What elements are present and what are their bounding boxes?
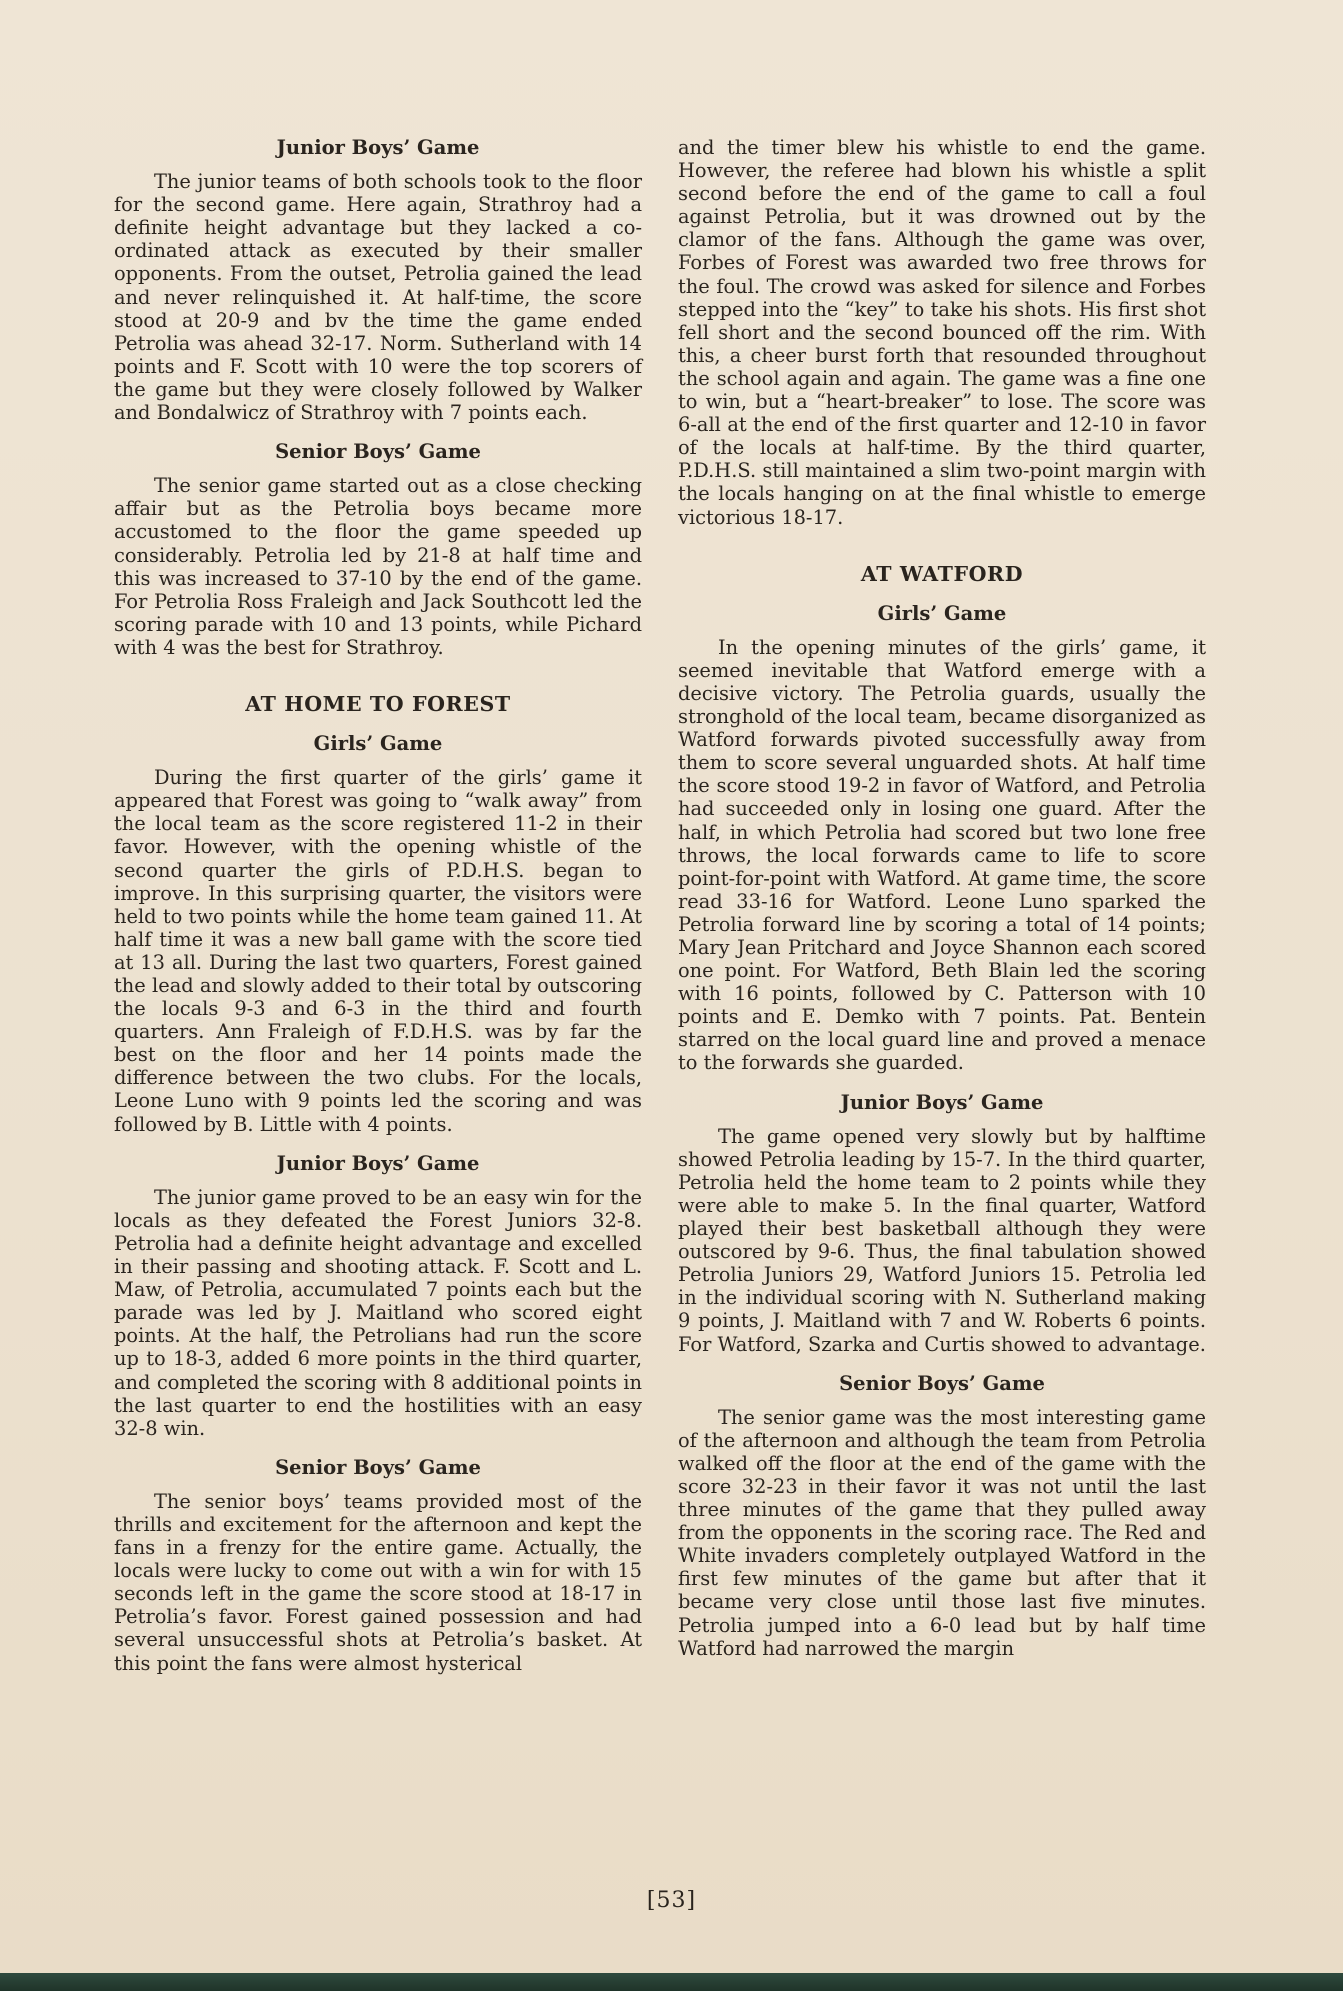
senior-boys-game-text: The senior game started out as a close checking affair but as the Petrolia boys became more accustomed to the floor the game speeded up considerably. Petrolia led by 21-8 at half time and this was increased to 37-10 by the end of the game. For Petrolia Ross Fraleigh and Jack Southcott led the scoring parade with 10 and 13 points, while Pichard with 4 was the best for Strathroy. [114,474,642,659]
forest-senior-boys-heading: Senior Boys’ Game [275,1455,481,1479]
watford-junior-boys-text: The game opened very slowly but by halftime showed Petrolia leading by 15-7. In the third quarter, Petrolia held the home team to 2 points while they were able to make 5. In the final quarter, Watford played their best basketball although they were outscored by 9-6. Thus, the final tabulation showed Petrolia Juniors 29, Watford Juniors 15. Petrolia led in the individual scoring with N. Sutherland making 9 points, J. Maitland with 7 and W. Roberts 6 points. For Watford, Szarka and Curtis showed to advantage. [678,1124,1206,1356]
at-watford-heading: AT WATFORD [860,561,1024,586]
forest-senior-boys-continued: and the timer blew his whistle to end the game. However, the referee had blown his whistle a split second before the end of the game to call a foul against Petrolia, but it was drowned out by the clamor of the fans. Although the game was over, Forbes of Forest was awarded two free throws for the foul. The crowd was asked for silence and Forbes stepped into the “key” to take his shots. His first shot fell short and the second bounced off the rim. With this, a cheer burst forth that resounded throughout the school again and again. The game was a fine one to win, but a “heart-breaker” to lose. The score was 6-all at the end of the first quarter and 12-10 in favor of the locals at half-time. By the third quarter, P.D.H.S. still maintained a slim two-point margin with the locals hanging on at the final whistle to emerge victorious 18-17. [678,136,1206,529]
senior-boys-game-heading: Senior Boys’ Game [275,440,481,464]
watford-girls-game-heading: Girls’ Game [877,601,1007,625]
forest-junior-boys-heading: Junior Boys’ Game [276,1151,480,1175]
watford-senior-boys-heading: Senior Boys’ Game [839,1371,1045,1395]
watford-girls-game-text: In the opening minutes of the girls’ game, it seemed inevitable that Watford emerge with a decisive victory. The Petrolia guards, usually the stronghold of the local team, became disorganized as Watford forwards pivoted successfully away from them to score several unguarded shots. At half time the score stood 19-2 in favor of Watford, and Petrolia had succeeded only in losing one guard. After the half, in which Petrolia had scored but two lone free throws, the local forwards came to life to score point-for-point with Watford. At game time, the score read 33-16 for Watford. Leone Luno sparked the Petrolia forward line by scoring a total of 14 points; Mary Jean Pritchard and Joyce Shannon each scored one point. For Watford, Beth Blain led the scoring with 16 points, followed by C. Patterson with 10 points and E. Demko with 7 points. Pat. Bentein starred on the local guard line and proved a menace to the forwards she guarded. [678,635,1206,1075]
page-bottom-edge [0,1973,1343,1991]
right-column [678,136,1206,1673]
junior-boys-game-heading: Junior Boys’ Game [276,136,480,159]
watford-senior-boys-text: The senior game was the most interesting game of the afternoon and although the team from Petrolia walked off the floor at the end of the game with the score 32-23 in their favor it was not until the last three minutes of the game that they pulled away from the opponents in the scoring race. The Red and White invaders completely outplayed Watford in the first few minutes of the game but after that it became very close until those last five minutes. Petrolia jumped into a 6-0 lead but by half time Watford had narrowed the margin [678,1405,1206,1660]
forest-senior-boys-text: The senior boys’ teams provided most of the thrills and excitement for the afternoon and kept the fans in a frenzy for the entire game. Actually, the locals were lucky to come out with a win for with 15 seconds left in the game the score stood at 18-17 in Petrolia’s favor. Forest gained possession and had several unsuccessful shots at Petrolia’s basket. At this point the fans were almost hysterical [114,1489,642,1675]
forest-girls-game-text: During the first quarter of the girls’ game it appeared that Forest was going to “walk away” from the local team as the score registered 11-2 in their favor. However, with the opening whistle of the second quarter the girls of P.D.H.S. began to improve. In this surprising quarter, the visitors were held to two points while the home team gained 11. At half time it was a new ball game with the score tied at 13 all. During the last two quarters, Forest gained the lead and slowly added to their total by outscoring the locals 9-3 and 6-3 in the third and fourth quarters. Ann Fraleigh of F.D.H.S. was by far the best on the floor and her 14 points made the difference between the two clubs. For the locals, Leone Luno with 9 points led the scoring and was followed by B. Little with 4 points. [114,766,642,1136]
forest-girls-game-heading: Girls’ Game [313,732,443,756]
forest-junior-boys-text: The junior game proved to be an easy win for the locals as they defeated the Forest Juniors 32-8. Petrolia had a definite height advantage and excelled in their passing and shooting attack. F. Scott and L. Maw, of Petrolia, accumulated 7 points each but the parade was led by J. Maitland who scored eight points. At the half, the Petrolians had run the score up to 18-3, added 6 more points in the third quarter, and completed the scoring with 8 additional points in the last quarter to end the hostilities with an easy 32-8 win. [114,1185,642,1440]
at-home-to-forest-heading: AT HOME TO FOREST [245,691,511,716]
junior-boys-game-text: The junior teams of both schools took to the floor for the second game. Here again, Strathroy had a definite height advantage but they lacked a co-ordinated attack as executed by their smaller opponents. From the outset, Petrolia gained the lead and never relinquished it. At half-time, the score stood at 20-9 and bv the time the game ended Petrolia was ahead 32-17. Norm. Sutherland with 14 points and F. Scott with 10 were the top scorers of the game but they were closely followed by Walker and Bondalwicz of Strathroy with 7 points each. [114,170,642,425]
page-number: [53] [646,1888,697,1913]
left-column [114,136,642,1688]
watford-junior-boys-heading: Junior Boys’ Game [840,1090,1044,1114]
